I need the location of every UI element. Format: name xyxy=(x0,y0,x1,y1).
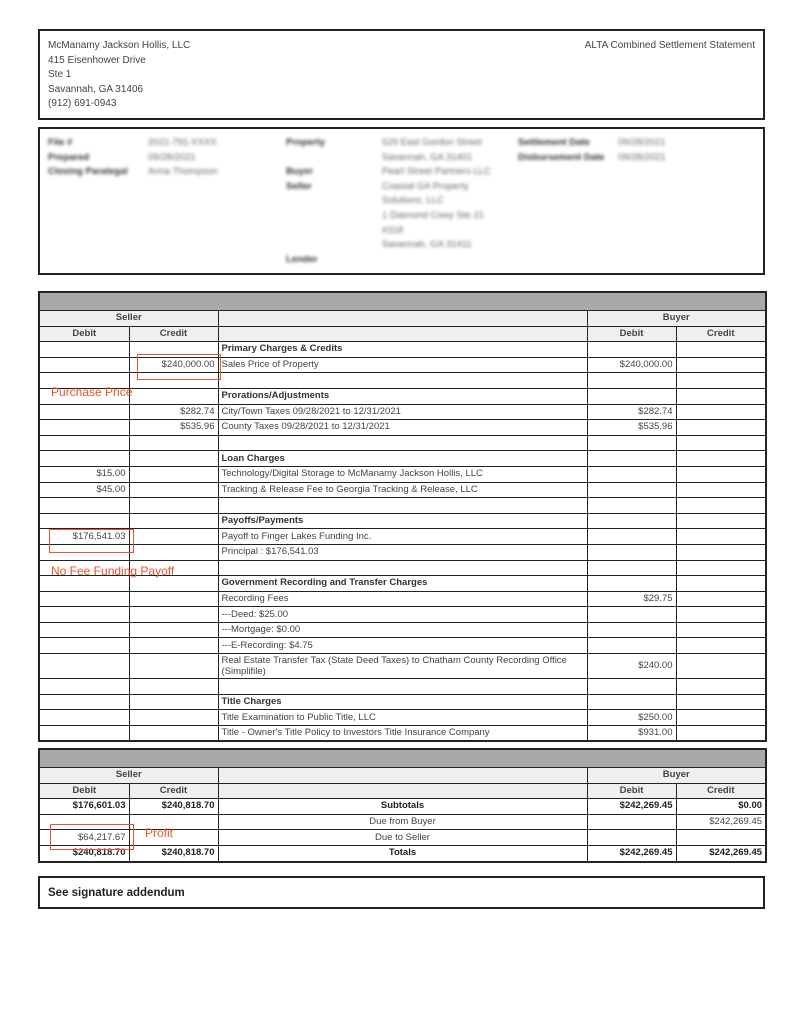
table-row xyxy=(39,607,766,623)
company-address-block xyxy=(48,39,190,112)
buyer-debit-cell xyxy=(587,529,676,545)
buyer-debit-cell xyxy=(587,498,676,514)
value-paralegal: Anna Thompson xyxy=(148,166,218,178)
seller-debit-cell xyxy=(39,513,129,529)
seller-credit-cell xyxy=(129,694,218,710)
summary-seller-credit-header: Credit xyxy=(129,783,218,799)
description-cell: Loan Charges xyxy=(218,451,587,467)
seller-debit-cell xyxy=(39,451,129,467)
seller-debit-cell xyxy=(39,435,129,451)
buyer-debit-cell xyxy=(587,814,676,830)
info-values-col3 xyxy=(618,136,666,165)
table-row xyxy=(39,638,766,654)
seller-debit-cell xyxy=(39,710,129,726)
seller-debit-cell xyxy=(39,694,129,710)
seller-header: Seller xyxy=(39,311,218,327)
buyer-credit-cell xyxy=(676,710,766,726)
annotation-profit: Profit xyxy=(145,826,174,840)
seller-credit-cell xyxy=(129,544,218,560)
buyer-debit-cell xyxy=(587,435,676,451)
buyer-debit-cell: $931.00 xyxy=(587,725,676,741)
buyer-credit-cell: $242,269.45 xyxy=(676,814,766,830)
description-cell xyxy=(218,560,587,576)
seller-debit-cell xyxy=(39,498,129,514)
label-lender: Lender xyxy=(286,253,318,265)
buyer-credit-cell xyxy=(676,576,766,592)
buyer-credit-cell xyxy=(676,694,766,710)
seller-debit-cell: $176,541.03 xyxy=(39,529,129,545)
summary-buyer-debit-header: Debit xyxy=(587,783,676,799)
summary-row xyxy=(39,845,766,861)
seller-debit-cell xyxy=(39,607,129,623)
buyer-credit-cell xyxy=(676,404,766,420)
table-row xyxy=(39,725,766,741)
city-state-zip: Savannah, GA 31406 xyxy=(48,83,144,95)
seller-credit-cell xyxy=(129,498,218,514)
buyer-credit-cell xyxy=(676,830,766,846)
summary-table xyxy=(38,748,767,863)
seller-debit-cell xyxy=(39,638,129,654)
buyer-credit-cell xyxy=(676,513,766,529)
buyer-debit-cell xyxy=(587,482,676,498)
description-cell: Title - Owner's Title Policy to Investors Title Insurance Company xyxy=(218,725,587,741)
buyer-debit-cell xyxy=(587,560,676,576)
address-line-2: Ste 1 xyxy=(48,69,72,80)
description-cell xyxy=(218,679,587,695)
buyer-credit-cell xyxy=(676,482,766,498)
table-row xyxy=(39,710,766,726)
description-cell: ---Mortgage: $0.00 xyxy=(218,622,587,638)
summary-label-cell: Totals xyxy=(218,845,587,861)
seller-debit-cell xyxy=(39,420,129,436)
table-row xyxy=(39,622,766,638)
buyer-debit-cell: $250.00 xyxy=(587,710,676,726)
buyer-debit-cell xyxy=(587,544,676,560)
annotation-purchase-price: Purchase Price xyxy=(51,385,133,399)
value-file: 2021-791-XXXX xyxy=(148,137,217,148)
summary-label-cell: Subtotals xyxy=(218,799,587,815)
seller-credit-cell xyxy=(129,638,218,654)
value-settlement-date: 09/28/2021 xyxy=(618,137,666,148)
seller-debit-cell: $64,217.67 xyxy=(39,830,129,846)
summary-row xyxy=(39,799,766,815)
seller-credit-cell: $240,818.70 xyxy=(129,799,218,815)
summary-party-header-row xyxy=(39,768,766,784)
address-line-1: 415 Eisenhower Drive xyxy=(48,54,146,66)
description-cell: Primary Charges & Credits xyxy=(218,342,587,358)
value-disbursement-date: 09/28/2021 xyxy=(618,151,666,163)
description-cell: County Taxes 09/28/2021 to 12/31/2021 xyxy=(218,420,587,436)
buyer-credit-cell xyxy=(676,357,766,373)
label-settlement-date: Settlement Date xyxy=(518,137,590,148)
value-prepared: 09/28/2021 xyxy=(148,151,196,163)
seller-debit-cell: $15.00 xyxy=(39,466,129,482)
label-file: File # xyxy=(48,137,73,148)
company-header xyxy=(38,29,765,120)
value-seller-4: #318 xyxy=(382,224,404,236)
buyer-credit-cell xyxy=(676,725,766,741)
seller-credit-cell xyxy=(129,591,218,607)
summary-seller-debit-header: Debit xyxy=(39,783,129,799)
description-cell: Tracking & Release Fee to Georgia Tracking & Release, LLC xyxy=(218,482,587,498)
buyer-credit-cell xyxy=(676,607,766,623)
section-header-row xyxy=(39,451,766,467)
description-cell: Title Charges xyxy=(218,694,587,710)
seller-credit-cell xyxy=(129,482,218,498)
buyer-debit-cell: $282.74 xyxy=(587,404,676,420)
summary-label-cell: Due from Buyer xyxy=(218,814,587,830)
closing-info-blurred xyxy=(38,127,765,275)
table-row xyxy=(39,466,766,482)
buyer-credit-cell xyxy=(676,498,766,514)
buyer-debit-cell xyxy=(587,388,676,404)
buyer-credit-cell xyxy=(676,638,766,654)
blank-row xyxy=(39,435,766,451)
description-cell: Sales Price of Property xyxy=(218,357,587,373)
seller-credit-cell xyxy=(129,710,218,726)
summary-buyer-header: Buyer xyxy=(587,768,766,784)
buyer-debit-cell xyxy=(587,694,676,710)
label-seller: Seller xyxy=(286,180,312,192)
description-cell: Technology/Digital Storage to McManamy Jackson Hollis, LLC xyxy=(218,466,587,482)
buyer-debit-cell xyxy=(587,607,676,623)
buyer-debit-cell xyxy=(587,451,676,467)
seller-debit-cell xyxy=(39,342,129,358)
description-cell: Payoff to Finger Lakes Funding Inc. xyxy=(218,529,587,545)
value-seller-2: Solutions, LLC xyxy=(382,195,444,207)
seller-credit-cell xyxy=(129,622,218,638)
buyer-credit-cell xyxy=(676,388,766,404)
section-header-row xyxy=(39,513,766,529)
buyer-credit-cell xyxy=(676,435,766,451)
seller-credit-cell: $282.74 xyxy=(129,404,218,420)
buyer-debit-cell: $240,000.00 xyxy=(587,357,676,373)
seller-debit-cell: $240,818.70 xyxy=(39,845,129,861)
seller-credit-cell xyxy=(129,814,218,830)
buyer-credit-cell xyxy=(676,529,766,545)
seller-debit-cell xyxy=(39,654,129,679)
table-row xyxy=(39,544,766,560)
seller-credit-cell xyxy=(129,466,218,482)
label-buyer: Buyer xyxy=(286,166,313,178)
party-header-row xyxy=(39,311,766,327)
label-property: Property xyxy=(286,137,326,148)
value-buyer: Pearl Street Partners LLC xyxy=(382,166,491,178)
buyer-debit-cell xyxy=(587,830,676,846)
buyer-header: Buyer xyxy=(587,311,766,327)
seller-credit-cell xyxy=(129,513,218,529)
description-cell: ---E-Recording: $4.75 xyxy=(218,638,587,654)
purchase-price-highlight-box xyxy=(137,354,221,380)
seller-credit-cell xyxy=(129,830,218,846)
buyer-debit-cell: $242,269.45 xyxy=(587,845,676,861)
seller-debit-cell xyxy=(39,725,129,741)
info-values-col1 xyxy=(148,136,218,180)
buyer-debit-cell: $240.00 xyxy=(587,654,676,679)
summary-seller-header: Seller xyxy=(39,768,218,784)
buyer-credit-cell xyxy=(676,373,766,389)
buyer-debit-cell: $535.96 xyxy=(587,420,676,436)
buyer-debit-cell xyxy=(587,576,676,592)
seller-debit-cell: $176,601.03 xyxy=(39,799,129,815)
summary-column-header-row xyxy=(39,783,766,799)
buyer-credit-cell xyxy=(676,679,766,695)
info-labels-col3 xyxy=(518,136,605,165)
buyer-credit-cell xyxy=(676,560,766,576)
buyer-debit-header: Debit xyxy=(587,326,676,342)
description-cell xyxy=(218,498,587,514)
phone: (912) 691-0943 xyxy=(48,98,117,109)
buyer-credit-cell xyxy=(676,622,766,638)
description-cell: Prorations/Adjustments xyxy=(218,388,587,404)
buyer-credit-cell xyxy=(676,654,766,679)
buyer-credit-cell xyxy=(676,544,766,560)
buyer-credit-cell xyxy=(676,342,766,358)
seller-debit-cell xyxy=(39,357,129,373)
buyer-debit-cell: $242,269.45 xyxy=(587,799,676,815)
table-row xyxy=(39,529,766,545)
column-header-row xyxy=(39,326,766,342)
company-name: McManamy Jackson Hollis, LLC xyxy=(48,40,191,51)
buyer-debit-cell xyxy=(587,373,676,389)
value-seller-1: Coastal GA Property xyxy=(382,180,469,192)
value-property-2: Savannah, GA 31401 xyxy=(382,151,473,163)
seller-debit-cell xyxy=(39,591,129,607)
buyer-credit-cell xyxy=(676,420,766,436)
summary-label-cell: Due to Seller xyxy=(218,830,587,846)
signature-addendum-text: See signature addendum xyxy=(48,887,185,899)
section-header-row xyxy=(39,694,766,710)
table-row xyxy=(39,420,766,436)
document-title: ALTA Combined Settlement Statement xyxy=(584,40,755,51)
description-cell: City/Town Taxes 09/28/2021 to 12/31/2021 xyxy=(218,404,587,420)
buyer-debit-cell xyxy=(587,342,676,358)
seller-debit-cell xyxy=(39,622,129,638)
buyer-credit-cell xyxy=(676,591,766,607)
buyer-credit-cell xyxy=(676,466,766,482)
seller-credit-cell: $240,818.70 xyxy=(129,845,218,861)
table-row xyxy=(39,482,766,498)
summary-top-bar xyxy=(39,749,766,768)
description-cell: Payoffs/Payments xyxy=(218,513,587,529)
buyer-debit-cell xyxy=(587,622,676,638)
table-row xyxy=(39,404,766,420)
description-cell xyxy=(218,373,587,389)
seller-credit-cell xyxy=(129,529,218,545)
info-labels-col2 xyxy=(286,136,325,267)
label-prepared: Prepared xyxy=(48,151,90,163)
buyer-credit-cell xyxy=(676,451,766,467)
info-labels-col1 xyxy=(48,136,128,180)
buyer-credit-cell: $242,269.45 xyxy=(676,845,766,861)
description-cell xyxy=(218,435,587,451)
buyer-debit-cell xyxy=(587,679,676,695)
value-seller-3: 1 Diamond Cswy Ste 21 xyxy=(382,209,484,221)
section-header-row xyxy=(39,388,766,404)
table-top-bar xyxy=(39,292,766,311)
seller-credit-cell xyxy=(129,451,218,467)
payoff-highlight-box xyxy=(49,529,134,553)
seller-credit-header: Credit xyxy=(129,326,218,342)
seller-debit-header: Debit xyxy=(39,326,129,342)
seller-credit-cell xyxy=(129,435,218,451)
signature-addendum-box xyxy=(38,876,765,909)
seller-credit-cell xyxy=(129,725,218,741)
label-disbursement-date: Disbursement Date xyxy=(518,151,605,163)
buyer-debit-cell xyxy=(587,513,676,529)
description-cell: Title Examination to Public Title, LLC xyxy=(218,710,587,726)
buyer-debit-cell xyxy=(587,638,676,654)
seller-credit-cell: $240,000.00 xyxy=(129,357,218,373)
seller-credit-cell xyxy=(129,607,218,623)
value-seller-5: Savannah, GA 31411 xyxy=(382,239,472,251)
value-property-1: 529 East Gordon Street xyxy=(382,137,482,148)
seller-credit-cell xyxy=(129,679,218,695)
seller-credit-cell xyxy=(129,654,218,679)
annotation-payoff: No Fee Funding Payoff xyxy=(51,564,175,578)
summary-buyer-credit-header: Credit xyxy=(676,783,766,799)
buyer-debit-cell xyxy=(587,466,676,482)
description-cell: Principal : $176,541.03 xyxy=(218,544,587,560)
buyer-credit-header: Credit xyxy=(676,326,766,342)
buyer-credit-cell: $0.00 xyxy=(676,799,766,815)
description-cell: Recording Fees xyxy=(218,591,587,607)
description-cell: ---Deed: $25.00 xyxy=(218,607,587,623)
blank-row xyxy=(39,679,766,695)
seller-credit-cell xyxy=(129,388,218,404)
seller-credit-cell: $535.96 xyxy=(129,420,218,436)
description-cell: Government Recording and Transfer Charges xyxy=(218,576,587,592)
table-row xyxy=(39,591,766,607)
label-paralegal: Closing Paralegal xyxy=(48,166,128,178)
seller-debit-cell xyxy=(39,404,129,420)
profit-highlight-box xyxy=(50,824,134,850)
description-cell: Real Estate Transfer Tax (State Deed Taxes) to Chatham County Recording Office (Simplifile) xyxy=(218,654,587,679)
table-row xyxy=(39,654,766,679)
seller-debit-cell: $45.00 xyxy=(39,482,129,498)
blank-row xyxy=(39,498,766,514)
info-values-col2 xyxy=(382,136,491,253)
seller-debit-cell xyxy=(39,679,129,695)
buyer-debit-cell: $29.75 xyxy=(587,591,676,607)
